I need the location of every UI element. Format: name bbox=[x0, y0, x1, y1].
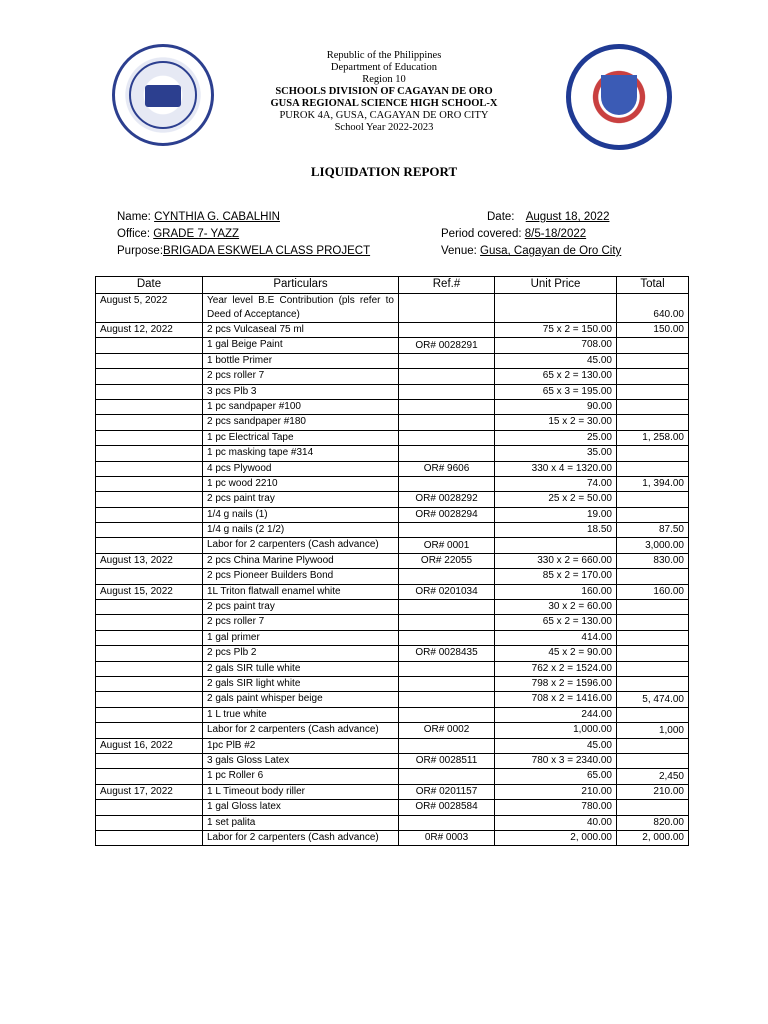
report-title: LIQUIDATION REPORT bbox=[310, 164, 458, 179]
cell-particulars: 2 pcs China Marine Plywood bbox=[203, 553, 399, 568]
cell-ref: 0R# 0003 bbox=[399, 830, 495, 845]
cell-ref: OR# 22055 bbox=[399, 553, 495, 568]
cell-ref bbox=[399, 815, 495, 830]
cell-ref: OR# 0201034 bbox=[399, 584, 495, 599]
name-row bbox=[117, 211, 280, 223]
cell-total bbox=[617, 630, 689, 645]
cell-total: 160.00 bbox=[617, 584, 689, 599]
cell-date: August 15, 2022 bbox=[96, 584, 203, 599]
cell-particulars: 1 set palita bbox=[203, 815, 399, 830]
cell-ref bbox=[399, 353, 495, 368]
cell-particulars: Labor for 2 carpenters (Cash advance) bbox=[203, 830, 399, 845]
table-row bbox=[96, 676, 689, 691]
cell-total: 830.00 bbox=[617, 553, 689, 568]
cell-date bbox=[96, 692, 203, 707]
cell-ref: OR# 0001 bbox=[399, 538, 495, 553]
table-row bbox=[96, 723, 689, 738]
cell-ref bbox=[399, 600, 495, 615]
col-header-particulars: Particulars bbox=[203, 277, 399, 294]
cell-date: August 13, 2022 bbox=[96, 553, 203, 568]
table-row bbox=[96, 294, 689, 323]
col-header-ref: Ref.# bbox=[399, 277, 495, 294]
table-row bbox=[96, 523, 689, 538]
cell-unit-price: 74.00 bbox=[495, 476, 617, 491]
table-row bbox=[96, 661, 689, 676]
cell-total bbox=[617, 753, 689, 768]
cell-ref: OR# 0028435 bbox=[399, 646, 495, 661]
cell-particulars: Year level B.E Contribution (pls refer to Deed of Acceptance) bbox=[203, 294, 399, 323]
cell-unit-price: 19.00 bbox=[495, 507, 617, 522]
cell-date bbox=[96, 753, 203, 768]
cell-date: August 17, 2022 bbox=[96, 784, 203, 799]
cell-unit-price: 40.00 bbox=[495, 815, 617, 830]
cell-ref bbox=[399, 661, 495, 676]
cell-date bbox=[96, 769, 203, 784]
cell-particulars: Labor for 2 carpenters (Cash advance) bbox=[203, 723, 399, 738]
cell-date bbox=[96, 476, 203, 491]
cell-particulars: Labor for 2 carpenters (Cash advance) bbox=[203, 538, 399, 553]
cell-unit-price: 762 x 2 = 1524.00 bbox=[495, 661, 617, 676]
cell-particulars: 2 pcs sandpaper #180 bbox=[203, 415, 399, 430]
cell-ref bbox=[399, 769, 495, 784]
cell-total bbox=[617, 353, 689, 368]
cell-total: 820.00 bbox=[617, 815, 689, 830]
cell-total bbox=[617, 446, 689, 461]
cell-total: 150.00 bbox=[617, 323, 689, 338]
cell-particulars: 2 gals paint whisper beige bbox=[203, 692, 399, 707]
cell-date: August 5, 2022 bbox=[96, 294, 203, 323]
cell-particulars: 1 L true white bbox=[203, 707, 399, 722]
cell-ref bbox=[399, 676, 495, 691]
table-header-row bbox=[96, 277, 689, 294]
table-row bbox=[96, 800, 689, 815]
cell-ref bbox=[399, 615, 495, 630]
cell-particulars: 1/4 g nails (1) bbox=[203, 507, 399, 522]
table-row bbox=[96, 461, 689, 476]
cell-unit-price: 85 x 2 = 170.00 bbox=[495, 569, 617, 584]
cell-total bbox=[617, 399, 689, 414]
venue-value: Gusa, Cagayan de Oro City bbox=[480, 245, 622, 257]
cell-total bbox=[617, 507, 689, 522]
cell-total: 1, 394.00 bbox=[617, 476, 689, 491]
cell-particulars: 2 gals SIR tulle white bbox=[203, 661, 399, 676]
cell-total bbox=[617, 369, 689, 384]
cell-unit-price: 244.00 bbox=[495, 707, 617, 722]
cell-total: 3,000.00 bbox=[617, 538, 689, 553]
cell-unit-price: 35.00 bbox=[495, 446, 617, 461]
table-row bbox=[96, 738, 689, 753]
cell-unit-price: 414.00 bbox=[495, 630, 617, 645]
cell-ref bbox=[399, 415, 495, 430]
cell-unit-price: 160.00 bbox=[495, 584, 617, 599]
cell-particulars: 2 pcs Vulcaseal 75 ml bbox=[203, 323, 399, 338]
cell-total: 5, 474.00 bbox=[617, 692, 689, 707]
table-row bbox=[96, 323, 689, 338]
cell-particulars: 1 bottle Primer bbox=[203, 353, 399, 368]
cell-unit-price: 45 x 2 = 90.00 bbox=[495, 646, 617, 661]
table-row bbox=[96, 615, 689, 630]
table-body bbox=[96, 294, 689, 846]
cell-ref bbox=[399, 446, 495, 461]
cell-particulars: 1 gal Beige Paint bbox=[203, 338, 399, 353]
cell-particulars: 3 gals Gloss Latex bbox=[203, 753, 399, 768]
table-row bbox=[96, 553, 689, 568]
venue-label: Venue: bbox=[441, 245, 477, 257]
cell-ref: OR# 0028291 bbox=[399, 338, 495, 353]
cell-date bbox=[96, 830, 203, 845]
cell-particulars: 2 pcs roller 7 bbox=[203, 615, 399, 630]
cell-total bbox=[617, 707, 689, 722]
cell-ref: OR# 0028294 bbox=[399, 507, 495, 522]
cell-ref bbox=[399, 692, 495, 707]
date-value: August 18, 2022 bbox=[525, 211, 610, 223]
cell-particulars: 1 pc sandpaper #100 bbox=[203, 399, 399, 414]
name-label: Name: bbox=[117, 211, 151, 223]
cell-total bbox=[617, 661, 689, 676]
letterhead-line: Department of Education bbox=[330, 62, 438, 73]
cell-unit-price bbox=[495, 294, 617, 323]
cell-unit-price: 25.00 bbox=[495, 430, 617, 445]
table-row bbox=[96, 584, 689, 599]
cell-date bbox=[96, 800, 203, 815]
office-row bbox=[117, 228, 239, 240]
cell-total: 2, 000.00 bbox=[617, 830, 689, 845]
cell-unit-price: 65 x 2 = 130.00 bbox=[495, 615, 617, 630]
name-value: CYNTHIA G. CABALHIN bbox=[154, 211, 280, 223]
cell-date bbox=[96, 446, 203, 461]
cell-unit-price: 30 x 2 = 60.00 bbox=[495, 600, 617, 615]
cell-total bbox=[617, 676, 689, 691]
cell-date bbox=[96, 492, 203, 507]
cell-date bbox=[96, 523, 203, 538]
period-label: Period covered: bbox=[441, 228, 522, 240]
cell-unit-price: 780 x 3 = 2340.00 bbox=[495, 753, 617, 768]
cell-unit-price: 45.00 bbox=[495, 738, 617, 753]
table-row bbox=[96, 384, 689, 399]
cell-total bbox=[617, 338, 689, 353]
cell-unit-price: 708 x 2 = 1416.00 bbox=[495, 692, 617, 707]
table-row bbox=[96, 446, 689, 461]
table-row bbox=[96, 415, 689, 430]
cell-total bbox=[617, 569, 689, 584]
letterhead bbox=[0, 50, 768, 134]
cell-unit-price: 65.00 bbox=[495, 769, 617, 784]
period-row bbox=[441, 228, 586, 240]
date-label: Date: bbox=[487, 211, 515, 223]
school-year: School Year 2022-2023 bbox=[334, 122, 434, 133]
school-address: PUROK 4A, GUSA, CAGAYAN DE ORO CITY bbox=[279, 110, 489, 121]
cell-unit-price: 330 x 4 = 1320.00 bbox=[495, 461, 617, 476]
cell-unit-price: 75 x 2 = 150.00 bbox=[495, 323, 617, 338]
cell-unit-price: 90.00 bbox=[495, 399, 617, 414]
school-name: GUSA REGIONAL SCIENCE HIGH SCHOOL-X bbox=[270, 98, 498, 109]
cell-date bbox=[96, 399, 203, 414]
cell-ref bbox=[399, 476, 495, 491]
cell-ref bbox=[399, 294, 495, 323]
table-row bbox=[96, 784, 689, 799]
cell-ref bbox=[399, 369, 495, 384]
cell-ref bbox=[399, 738, 495, 753]
table-row bbox=[96, 353, 689, 368]
cell-particulars: 1 gal primer bbox=[203, 630, 399, 645]
cell-particulars: 2 pcs roller 7 bbox=[203, 369, 399, 384]
letterhead-line: Republic of the Philippines bbox=[326, 50, 442, 61]
cell-ref bbox=[399, 523, 495, 538]
cell-particulars: 1 pc Electrical Tape bbox=[203, 430, 399, 445]
cell-ref bbox=[399, 569, 495, 584]
cell-particulars: 2 pcs paint tray bbox=[203, 600, 399, 615]
cell-ref bbox=[399, 323, 495, 338]
cell-unit-price: 65 x 3 = 195.00 bbox=[495, 384, 617, 399]
purpose-value: BRIGADA ESKWELA CLASS PROJECT bbox=[163, 245, 371, 257]
col-header-total: Total bbox=[617, 277, 689, 294]
cell-date bbox=[96, 338, 203, 353]
table-row bbox=[96, 338, 689, 353]
table-row bbox=[96, 430, 689, 445]
cell-particulars: 1 pc Roller 6 bbox=[203, 769, 399, 784]
date-row bbox=[487, 211, 609, 223]
table-row bbox=[96, 707, 689, 722]
cell-unit-price: 210.00 bbox=[495, 784, 617, 799]
cell-total bbox=[617, 615, 689, 630]
cell-unit-price bbox=[495, 538, 617, 553]
cell-date: August 16, 2022 bbox=[96, 738, 203, 753]
cell-date bbox=[96, 630, 203, 645]
table-row bbox=[96, 830, 689, 845]
office-label: Office: bbox=[117, 228, 151, 240]
cell-date bbox=[96, 430, 203, 445]
table-row bbox=[96, 507, 689, 522]
table-row bbox=[96, 569, 689, 584]
cell-unit-price: 65 x 2 = 130.00 bbox=[495, 369, 617, 384]
cell-ref bbox=[399, 707, 495, 722]
purpose-row bbox=[117, 245, 370, 257]
cell-date bbox=[96, 676, 203, 691]
cell-unit-price: 330 x 2 = 660.00 bbox=[495, 553, 617, 568]
cell-ref bbox=[399, 399, 495, 414]
cell-particulars: 1 pc wood 2210 bbox=[203, 476, 399, 491]
cell-unit-price: 15 x 2 = 30.00 bbox=[495, 415, 617, 430]
cell-unit-price: 798 x 2 = 1596.00 bbox=[495, 676, 617, 691]
period-value: 8/5-18/2022 bbox=[524, 228, 587, 240]
purpose-label: Purpose: bbox=[117, 245, 164, 257]
cell-unit-price: 25 x 2 = 50.00 bbox=[495, 492, 617, 507]
table-row bbox=[96, 369, 689, 384]
cell-particulars: 3 pcs Plb 3 bbox=[203, 384, 399, 399]
table-row bbox=[96, 476, 689, 491]
cell-total bbox=[617, 646, 689, 661]
cell-total bbox=[617, 384, 689, 399]
venue-row bbox=[441, 245, 621, 257]
cell-ref: OR# 0028584 bbox=[399, 800, 495, 815]
table-row bbox=[96, 538, 689, 553]
office-value: GRADE 7- YAZZ bbox=[153, 228, 240, 240]
cell-total bbox=[617, 461, 689, 476]
cell-date bbox=[96, 538, 203, 553]
table-row bbox=[96, 646, 689, 661]
cell-ref: OR# 0028511 bbox=[399, 753, 495, 768]
table-row bbox=[96, 769, 689, 784]
col-header-date: Date bbox=[96, 277, 203, 294]
col-header-unit-price: Unit Price bbox=[495, 277, 617, 294]
cell-ref: OR# 0028292 bbox=[399, 492, 495, 507]
cell-date bbox=[96, 661, 203, 676]
cell-particulars: 1 L Timeout body riller bbox=[203, 784, 399, 799]
cell-date bbox=[96, 353, 203, 368]
cell-unit-price: 2, 000.00 bbox=[495, 830, 617, 845]
cell-ref bbox=[399, 384, 495, 399]
table-row bbox=[96, 600, 689, 615]
cell-particulars: 2 pcs paint tray bbox=[203, 492, 399, 507]
cell-particulars: 2 pcs Plb 2 bbox=[203, 646, 399, 661]
cell-date bbox=[96, 815, 203, 830]
table-row bbox=[96, 492, 689, 507]
cell-total bbox=[617, 600, 689, 615]
cell-total: 87.50 bbox=[617, 523, 689, 538]
cell-ref: OR# 9606 bbox=[399, 461, 495, 476]
cell-total bbox=[617, 738, 689, 753]
letterhead-line: Region 10 bbox=[362, 74, 406, 85]
cell-ref bbox=[399, 630, 495, 645]
cell-ref: OR# 0201157 bbox=[399, 784, 495, 799]
cell-date bbox=[96, 723, 203, 738]
cell-total: 1, 258.00 bbox=[617, 430, 689, 445]
cell-particulars: 1/4 g nails (2 1/2) bbox=[203, 523, 399, 538]
cell-date bbox=[96, 507, 203, 522]
cell-particulars: 1L Triton flatwall enamel white bbox=[203, 584, 399, 599]
cell-unit-price: 1,000.00 bbox=[495, 723, 617, 738]
cell-date bbox=[96, 646, 203, 661]
cell-date bbox=[96, 415, 203, 430]
cell-particulars: 1 gal Gloss latex bbox=[203, 800, 399, 815]
division-name: SCHOOLS DIVISION OF CAGAYAN DE ORO bbox=[275, 86, 493, 97]
table-row bbox=[96, 399, 689, 414]
cell-ref: OR# 0002 bbox=[399, 723, 495, 738]
cell-particulars: 4 pcs Plywood bbox=[203, 461, 399, 476]
cell-unit-price: 18.50 bbox=[495, 523, 617, 538]
table-row bbox=[96, 692, 689, 707]
cell-particulars: 1pc PlB #2 bbox=[203, 738, 399, 753]
cell-total bbox=[617, 492, 689, 507]
cell-particulars: 2 pcs Pioneer Builders Bond bbox=[203, 569, 399, 584]
cell-unit-price: 45.00 bbox=[495, 353, 617, 368]
cell-unit-price: 780.00 bbox=[495, 800, 617, 815]
cell-total bbox=[617, 800, 689, 815]
table-row bbox=[96, 753, 689, 768]
table-row bbox=[96, 815, 689, 830]
liquidation-table bbox=[95, 276, 689, 846]
cell-particulars: 2 gals SIR light white bbox=[203, 676, 399, 691]
cell-total bbox=[617, 415, 689, 430]
cell-date bbox=[96, 369, 203, 384]
cell-date bbox=[96, 707, 203, 722]
cell-total: 2,450 bbox=[617, 769, 689, 784]
cell-particulars: 1 pc masking tape #314 bbox=[203, 446, 399, 461]
cell-date bbox=[96, 461, 203, 476]
cell-date bbox=[96, 569, 203, 584]
cell-ref bbox=[399, 430, 495, 445]
cell-unit-price: 708.00 bbox=[495, 338, 617, 353]
cell-date bbox=[96, 384, 203, 399]
cell-date: August 12, 2022 bbox=[96, 323, 203, 338]
cell-total: 1,000 bbox=[617, 723, 689, 738]
cell-date bbox=[96, 600, 203, 615]
table-row bbox=[96, 630, 689, 645]
cell-date bbox=[96, 615, 203, 630]
cell-total: 210.00 bbox=[617, 784, 689, 799]
cell-total: 640.00 bbox=[617, 294, 689, 323]
